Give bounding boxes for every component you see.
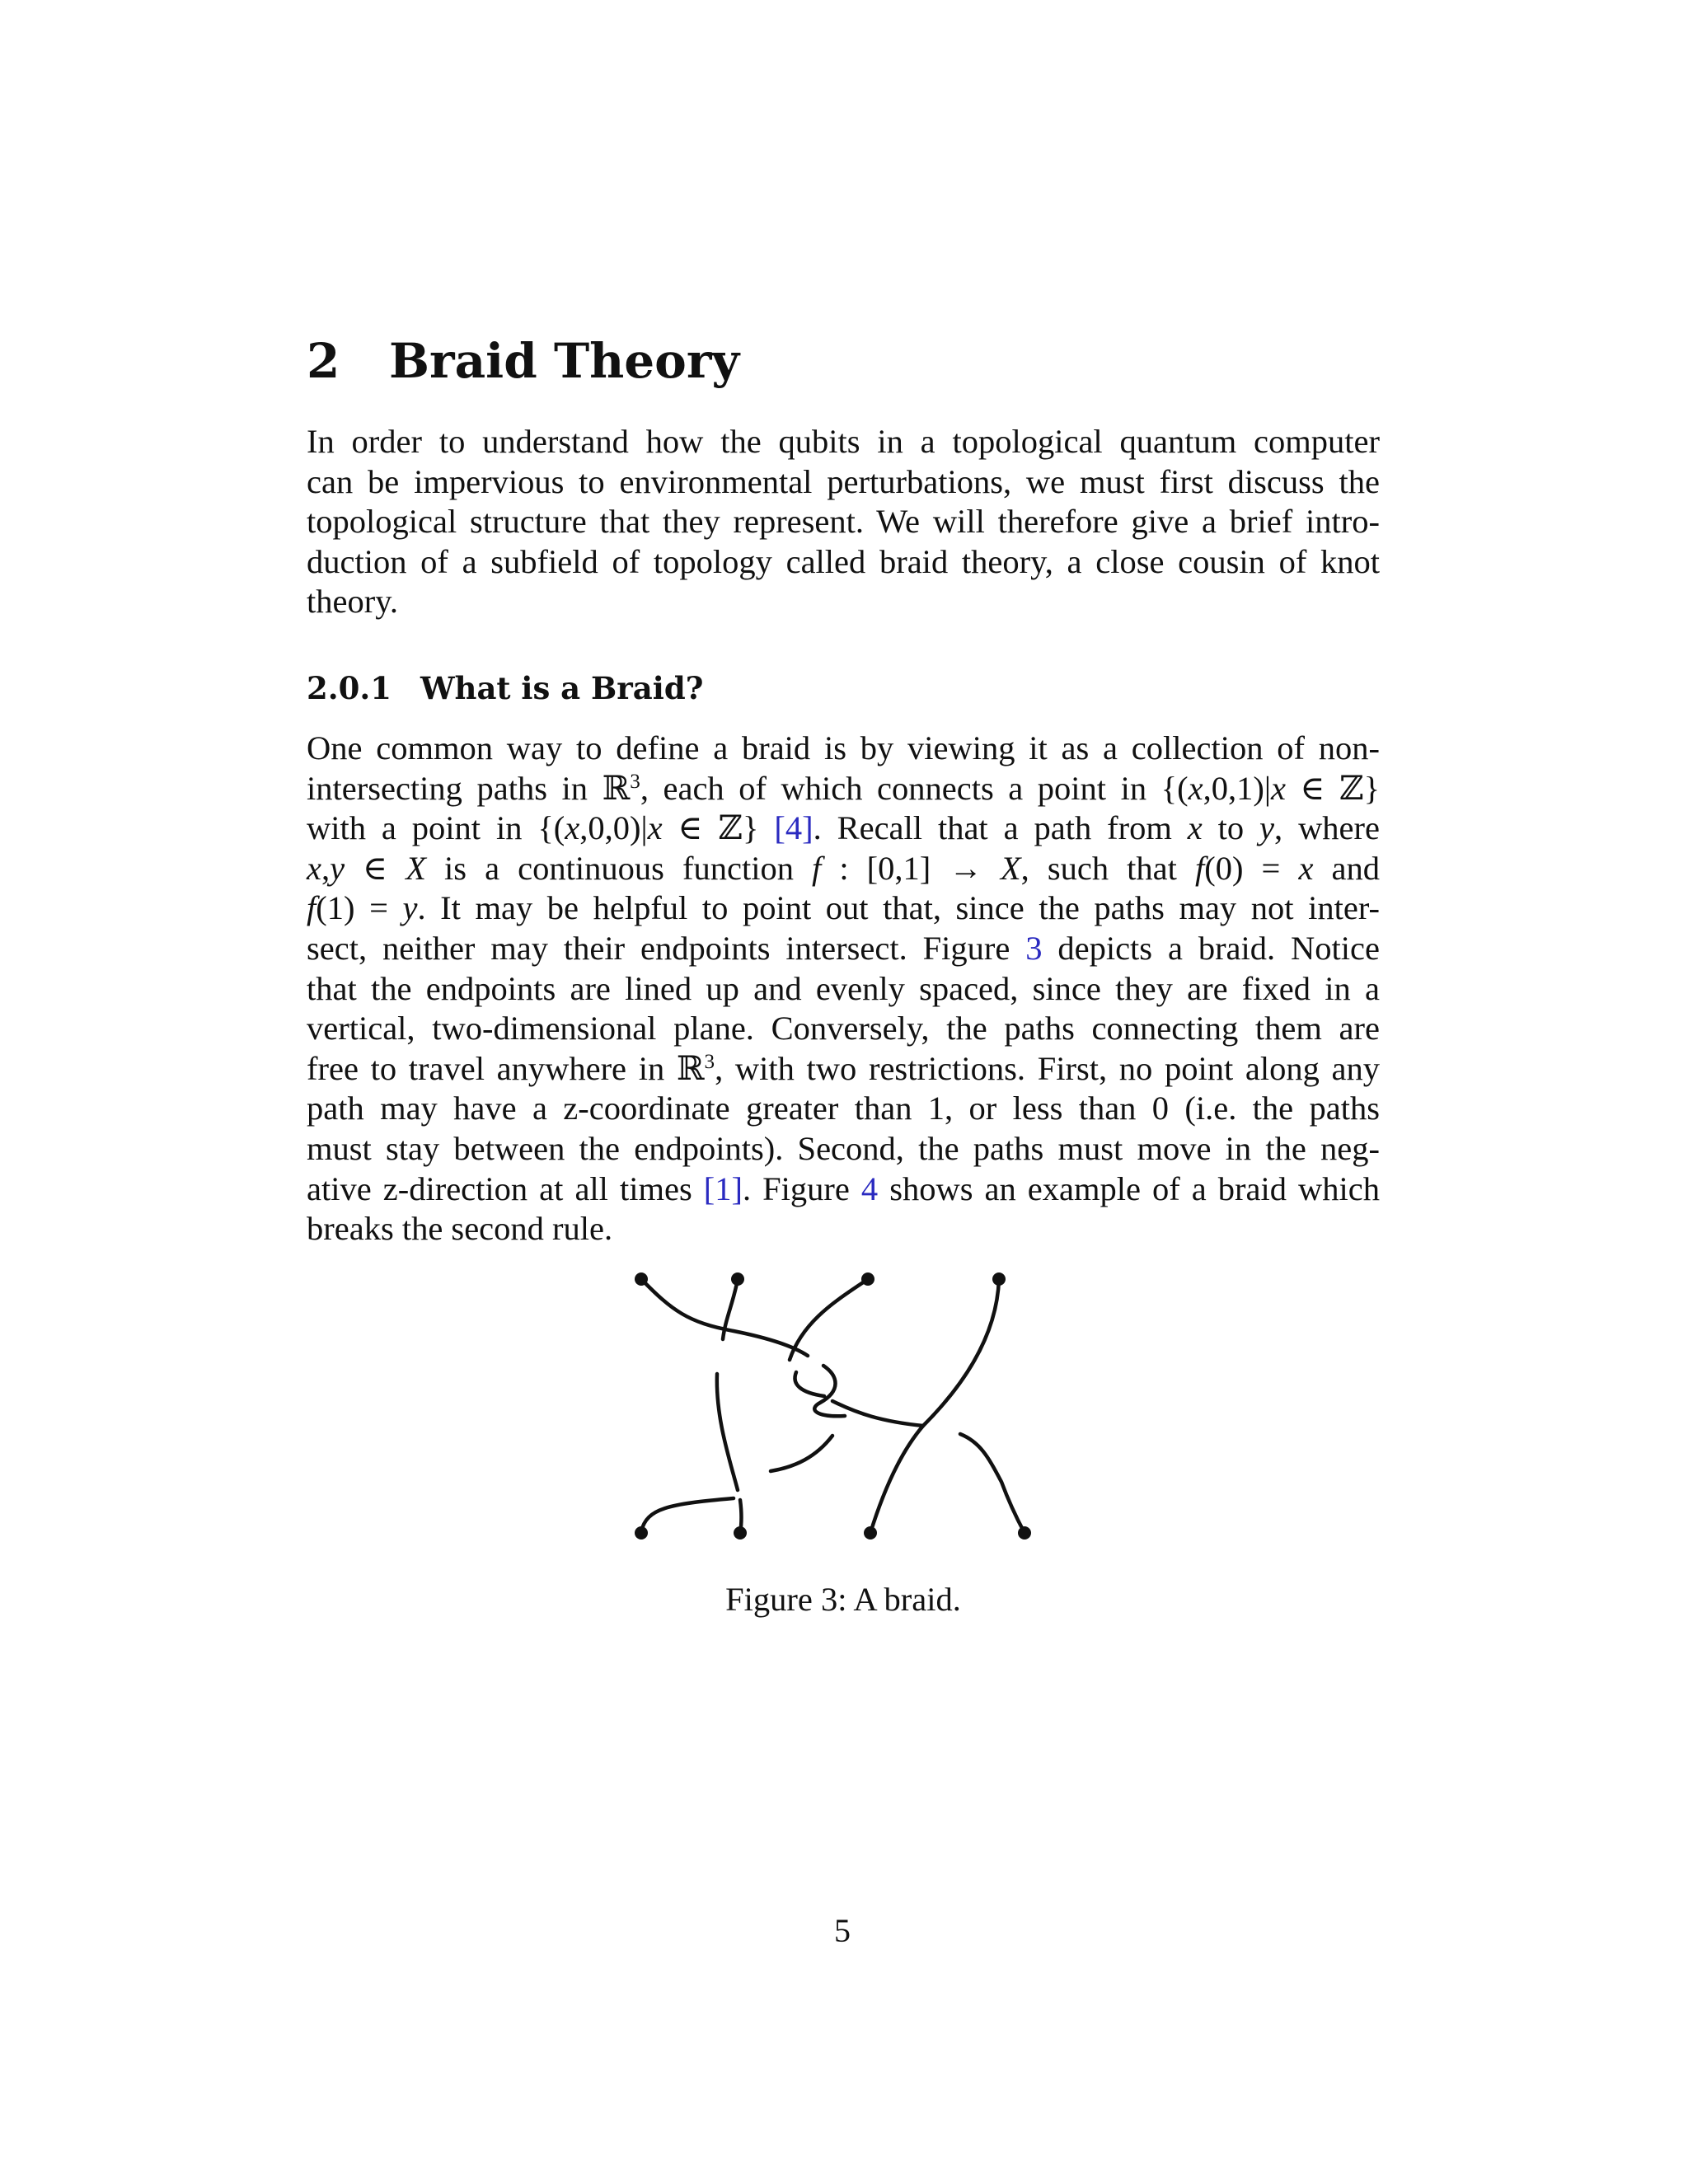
text: . It may be helpful to point out that, since the paths may not inter- [417, 889, 1380, 927]
text-line: topological structure that they represent. We will therefore give a brief intro- [307, 503, 1380, 541]
figure-caption: Figure 3: A braid. [725, 1581, 961, 1618]
math-var: y [1259, 809, 1275, 847]
text-line [307, 769, 1380, 809]
text-line [307, 1209, 1380, 1249]
math-var: x [307, 849, 321, 887]
braid-definition-paragraph [307, 729, 1380, 1249]
math-var: y [402, 889, 418, 927]
braid-strand [641, 1498, 734, 1531]
text-line [307, 1009, 1380, 1049]
text: , with two restrictions. First, no point along any [715, 1049, 1380, 1087]
math-var: X [1000, 849, 1021, 887]
text-line [307, 1049, 1380, 1090]
math-var: y [330, 849, 345, 887]
text: , [321, 849, 331, 887]
text: is a continuous function [425, 849, 813, 887]
text: ,0,1)| [1203, 769, 1271, 807]
text-line: theory. [307, 583, 398, 621]
text: free to travel anywhere in ℝ [307, 1049, 705, 1087]
math-var: x [565, 809, 580, 847]
text-line [307, 929, 1380, 969]
math-var: f [1194, 849, 1205, 887]
math-var: x [1187, 809, 1203, 847]
endpoint-bottom-2 [734, 1526, 747, 1540]
math-var: f [812, 849, 822, 887]
text-line [307, 1129, 1380, 1169]
text: must stay between the endpoints). Second, the paths must move in the neg- [307, 1129, 1380, 1167]
citation-link-4[interactable]: [4] [774, 809, 814, 847]
math-var: x [647, 809, 663, 847]
text: vertical, two-dimensional plane. Conversely, the paths connecting them are [307, 1010, 1380, 1047]
text: . Figure [742, 1169, 861, 1207]
intro-paragraph [307, 422, 1380, 622]
page-number: 5 [834, 1912, 851, 1949]
text: that the endpoints are lined up and evenly spaced, since they are fixed in a [307, 969, 1380, 1007]
section-heading [307, 328, 1386, 394]
text: , where [1274, 809, 1380, 847]
text: ,0,0)| [579, 809, 648, 847]
text: , each of which connects a point in {( [640, 769, 1189, 807]
subsection-title: What is a Braid? [420, 670, 704, 706]
section-number: 2 [307, 333, 340, 389]
endpoint-top-4 [992, 1272, 1006, 1286]
text-line: can be impervious to environmental perturbations, we must first discuss the [307, 462, 1380, 500]
text: . Recall that a path from [813, 809, 1188, 847]
text: path may have a z-coordinate greater than 1, or less than 0 (i.e. the paths [307, 1090, 1380, 1127]
text: : [0,1] → [821, 849, 1001, 887]
text: intersecting paths in ℝ [307, 769, 631, 807]
text: One common way to define a braid is by viewing it as a collection of non- [307, 729, 1380, 766]
math-var: X [406, 849, 426, 887]
text: shows an example of a braid which [878, 1169, 1380, 1207]
endpoint-bottom-4 [1018, 1526, 1031, 1540]
figure-ref-link-3[interactable]: 3 [1025, 929, 1043, 967]
text: ∈ [345, 849, 406, 887]
text: sect, neither may their endpoints intersect. Figure [307, 929, 1026, 967]
braid-strand [870, 1279, 999, 1533]
braid-strand [717, 1374, 738, 1490]
endpoint-top-3 [861, 1272, 874, 1286]
text: and [1313, 849, 1380, 887]
text: ative z-direction at all times [307, 1169, 704, 1207]
braid-strand [795, 1372, 824, 1396]
text: depicts a braid. Notice [1042, 929, 1380, 967]
endpoint-top-2 [731, 1272, 744, 1286]
text-line [307, 888, 1380, 929]
subsection-number: 2.0.1 [307, 670, 392, 706]
text: , such that [1020, 849, 1195, 887]
superscript: 3 [704, 1050, 715, 1073]
text: (1) = [316, 889, 403, 927]
text: ∈ ℤ} [1285, 769, 1381, 807]
braid-figure [610, 1261, 1071, 1558]
figure-ref-link-4[interactable]: 4 [860, 1169, 879, 1207]
citation-link-1[interactable]: [1] [703, 1169, 743, 1207]
endpoint-bottom-1 [635, 1526, 648, 1540]
text: with a point in {( [307, 809, 565, 847]
braid-strand [832, 1401, 923, 1426]
text-line [307, 969, 1380, 1010]
text: to [1202, 809, 1260, 847]
text-line [307, 808, 1380, 849]
braid-strand [814, 1366, 845, 1416]
superscript: 3 [630, 770, 640, 793]
math-var: x [1188, 769, 1203, 807]
braid-strand [790, 1279, 868, 1360]
text-line [307, 849, 1380, 889]
math-var: x [1298, 849, 1314, 887]
text-line [307, 1169, 1380, 1210]
text: ∈ ℤ} [662, 809, 775, 847]
braid-strand [771, 1436, 832, 1471]
braid-strand [960, 1434, 1025, 1533]
text: (0) = [1204, 849, 1299, 887]
section-title: Braid Theory [389, 333, 740, 389]
endpoint-bottom-3 [864, 1526, 877, 1540]
text-line [307, 729, 1380, 769]
text: breaks the second rule. [307, 1210, 613, 1248]
braid-strand [641, 1279, 808, 1356]
endpoint-top-1 [635, 1272, 648, 1286]
math-var: f [307, 889, 316, 927]
subsection-heading [307, 665, 1386, 711]
text-line [307, 1089, 1380, 1129]
text-line: In order to understand how the qubits in a topological quantum computer [307, 423, 1380, 460]
text-line: duction of a subfield of topology called braid theory, a close cousin of knot [307, 542, 1380, 580]
math-var: x [1270, 769, 1286, 807]
